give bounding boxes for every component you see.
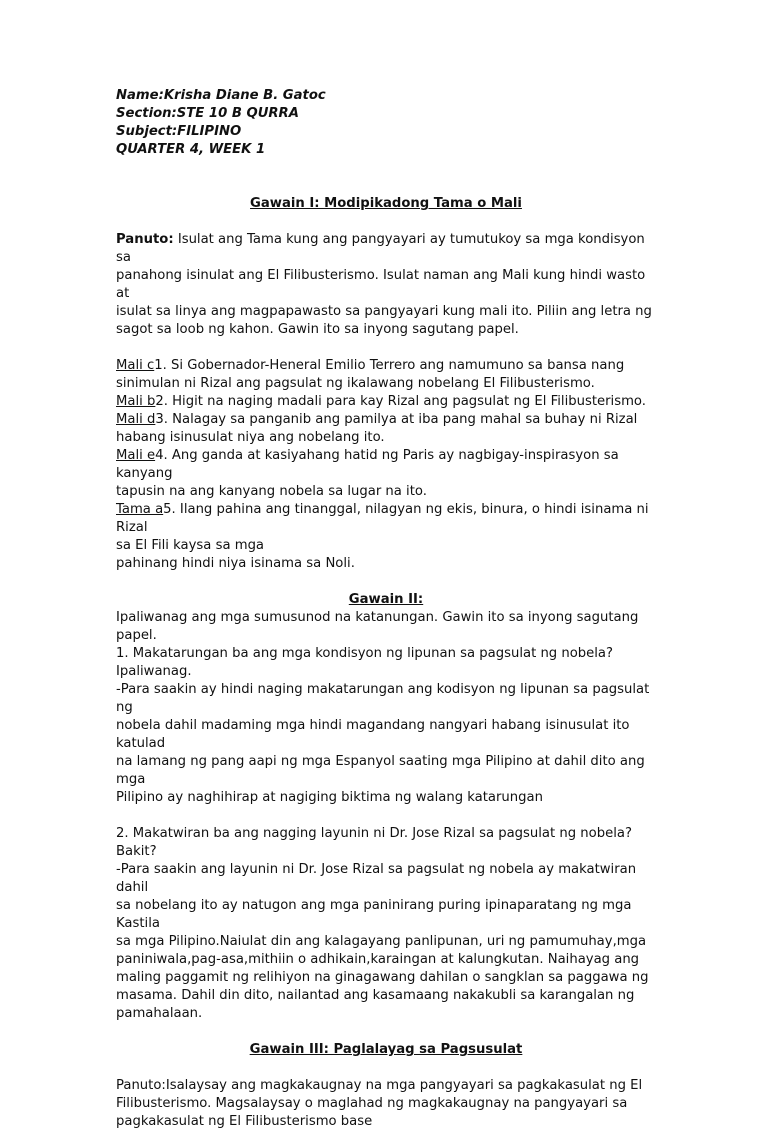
panuto-label: Panuto: — [116, 232, 174, 247]
gawain2-question-1: 1. Makatarungan ba ang mga kondisyon ng lipunan sa pagsulat ng nobela? Ipaliwanag. — [116, 646, 614, 679]
student-name: Name:Krisha Diane B. Gatoc — [116, 88, 326, 103]
gawain2-intro: Ipaliwanag ang mga sumusunod na katanungan. Gawin ito sa inyong sagutang papel. — [116, 610, 639, 643]
student-header — [116, 87, 656, 159]
item-answer: Mali b — [116, 394, 156, 409]
item-answer: Mali d — [116, 412, 156, 427]
gawain2-title: Gawain II: — [348, 592, 424, 607]
student-subject: Subject:FILIPINO — [116, 124, 242, 139]
gawain1-items — [116, 357, 656, 573]
gawain3-panuto: Panuto:Isalaysay ang magkakaugnay na mga pangyayari sa pagkakasulat ng El Filibusterismo. Magsalaysay o maglahad ng magkakaugnay na pangyayari sa pagkakasulat ng El Filibusterismo base — [116, 1078, 643, 1129]
gawain2-answer-1: -Para saakin ay hindi naging makatarungan ang kodisyon ng lipunan sa pagsulat ng nobela dahil madaming mga hindi magandang nangyari habang isinusulat ito katulad na lamang ng pang aapi ng mga Espanyol saating mga Pilipino at dahil dito ang mga Pilipino ay naghihirap at nagiging biktima ng walang katarungan — [116, 682, 650, 805]
gawain1-title: Gawain I: Modipikadong Tama o Mali — [250, 196, 522, 211]
list-item: Mali d3. Nalagay sa panganib ang pamilya at iba pang mahal sa buhay ni Rizal habang isinusulat niya ang nobelang ito. — [116, 412, 638, 445]
student-section: Section:STE 10 B QURRA — [116, 106, 299, 121]
item-answer: Tama a — [116, 502, 164, 517]
document-page — [116, 87, 656, 1131]
gawain3-title: Gawain III: Paglalayag sa Pagsusulat — [249, 1042, 523, 1057]
list-item: Tama a5. Ilang pahina ang tinanggal, nilagyan ng ekis, binura, o hindi isinama ni Rizal sa El Fili kaysa sa mga pahinang hindi niya isinama sa Noli. — [116, 502, 649, 571]
list-item: Mali c1. Si Gobernador-Heneral Emilio Terrero ang namumuno sa bansa nang sinimulan ni Rizal ang pagsulat ng ikalawang nobelang El Filibusterismo. — [116, 358, 625, 391]
list-item: Mali e4. Ang ganda at kasiyahang hatid ng Paris ay nagbigay-inspirasyon sa kanyang tapusin na ang kanyang nobela sa lugar na ito. — [116, 448, 619, 499]
item-answer: Mali c — [116, 358, 155, 373]
gawain1-panuto: Panuto: Isulat ang Tama kung ang pangyayari ay tumutukoy sa mga kondisyon sa panahong isinulat ang El Filibusterismo. Isulat naman ang Mali kung hindi wasto at isulat sa linya ang magpapawasto sa pangyayari kung mali ito. Piliin ang letra ng sagot sa loob ng kahon. Gawin ito sa inyong sagutang papel. — [116, 232, 652, 337]
gawain2-answer-2: -Para saakin ang layunin ni Dr. Jose Rizal sa pagsulat ng nobela ay makatwiran dahil sa nobelang ito ay natugon ang mga paninirang puring ipinaparatang ng mga Kastila sa mga Pilipino.Naiulat din ang kalagayang panlipunan, uri ng pamumuhay,mga paniniwala,pag-asa,mithiin o adhikain,karaingan at kalungkutan. Naihayag ang maling paggamit ng relihiyon na ginagawang dahilan o sangklan sa paggawa ng masama. Dahil din dito, nailantad ang kasamaang nakakubli sa karangalan ng pamahalaan. — [116, 862, 649, 1021]
gawain2-question-2: 2. Makatwiran ba ang nagging layunin ni Dr. Jose Rizal sa pagsulat ng nobela?Bakit? — [116, 826, 632, 859]
item-answer: Mali e — [116, 448, 156, 463]
list-item: Mali b2. Higit na naging madali para kay Rizal ang pagsulat ng El Filibusterismo. — [116, 394, 646, 409]
quarter-week: QUARTER 4, WEEK 1 — [116, 142, 266, 157]
